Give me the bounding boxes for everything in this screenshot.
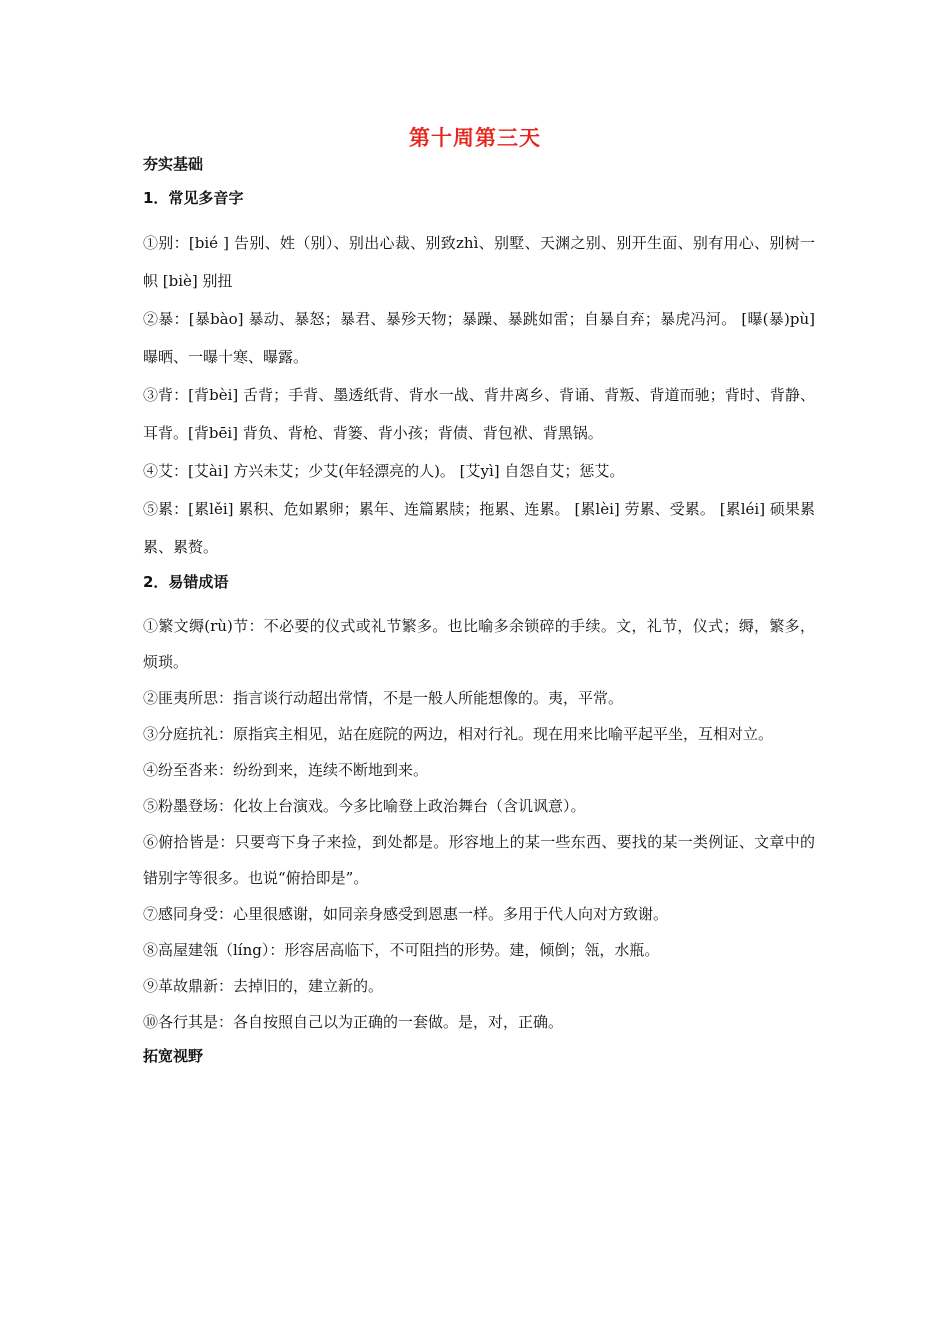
section-heading-broaden: 拓宽视野 — [143, 1047, 204, 1065]
idiom-entry: ①繁文缛(rù)节：不必要的仪式或礼节繁多。也比喻多余锁碎的手续。文，礼节，仪式；缛，繁多，烦琐。 — [143, 617, 815, 671]
polyphone-entry: ④艾：[艾ài] 方兴未艾；少艾(年轻漂亮的人)。 [艾yì] 自怨自艾；惩艾。 — [143, 462, 625, 480]
idiom-entry: ⑧高屋建瓴（líng）：形容居高临下，不可阻挡的形势。建，倾倒；瓴，水瓶。 — [143, 941, 660, 959]
idiom-entry: ⑥俯拾皆是：只要弯下身子来捡，到处都是。形容地上的某一些东西、要找的某一类例证、文章中的错别字等很多。也说“俯拾即是”。 — [143, 833, 815, 887]
polyphone-entry: ⑤累：[累lěi] 累积、危如累卵；累年、连篇累牍；拖累、连累。 [累lèi] 劳累、受累。 [累léi] 硕果累累、累赘。 — [143, 500, 815, 556]
idiom-entry: ②匪夷所思：指言谈行动超出常情，不是一般人所能想像的。夷，平常。 — [143, 689, 624, 707]
subsection-heading-idioms: 2．易错成语 — [143, 573, 229, 591]
idiom-entry: ⑨革故鼎新：去掉旧的，建立新的。 — [143, 977, 384, 995]
idiom-entry: ⑦感同身受：心里很感谢，如同亲身感受到恩惠一样。多用于代人向对方致谢。 — [143, 905, 669, 923]
idiom-entry: ⑩各行其是：各自按照自己以为正确的一套做。是，对，正确。 — [143, 1013, 564, 1031]
idiom-entry: ③分庭抗礼：原指宾主相见，站在庭院的两边，相对行礼。现在用来比喻平起平坐，互相对立。 — [143, 725, 774, 743]
polyphone-entry: ③背：[背bèi] 舌背；手背、墨透纸背、背水一战、背井离乡、背诵、背叛、背道而驰；背时、背静、耳背。[背bēi] 背负、背枪、背篓、背小孩；背债、背包袱、背黑锅。 — [143, 386, 815, 442]
document-body — [143, 148, 815, 1078]
subsection-heading-polyphones: 1．常见多音字 — [143, 189, 244, 207]
polyphone-entry: ②暴：[暴bào] 暴动、暴怒；暴君、暴殄天物；暴躁、暴跳如雷；自暴自弃；暴虎冯河。 [曝(暴)pù]曝晒、一曝十寒、曝露。 — [143, 310, 815, 366]
page-title: 第十周第三天 — [409, 126, 541, 150]
idiom-entry: ⑤粉墨登场：化妆上台演戏。今多比喻登上政治舞台（含讥讽意）。 — [143, 797, 586, 815]
section-heading-foundation: 夯实基础 — [143, 155, 204, 173]
polyphone-entry: ①别：[bié ] 告别、姓（别）、别出心裁、别致zhì、别墅、天渊之别、别开生面、别有用心、别树一帜 [biè] 别扭 — [143, 234, 815, 290]
idiom-entry: ④纷至沓来：纷纷到来，连续不断地到来。 — [143, 761, 429, 779]
